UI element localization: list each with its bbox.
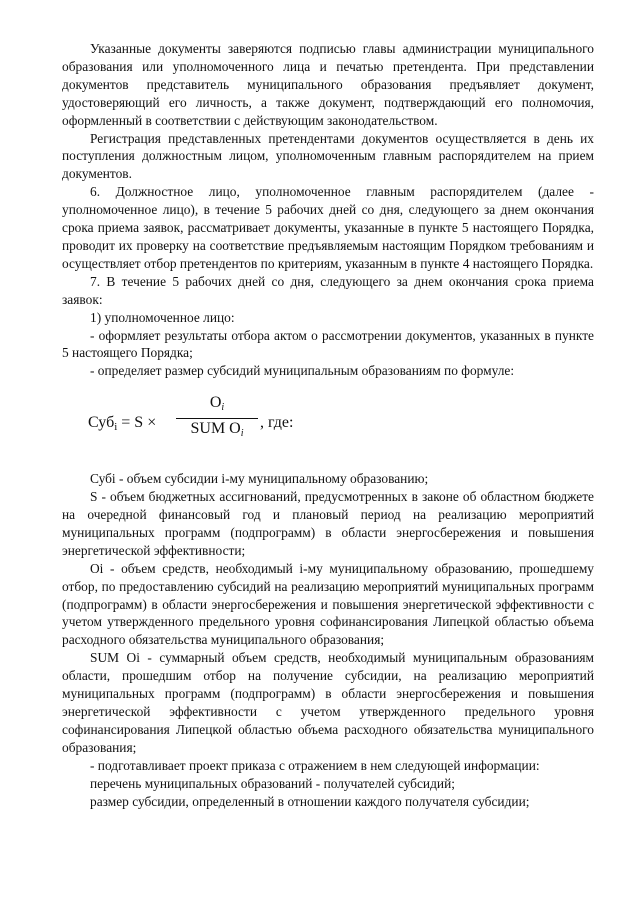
formula-tail: , где: — [260, 414, 294, 432]
paragraph-determines-subsidy: - определяет размер субсидий муниципальным образованиям по формуле: — [90, 363, 515, 379]
paragraph-def-sub-i: Субi - объем субсидии i-му муниципальному образованию; — [90, 471, 429, 487]
paragraph-registration: Регистрация представленных претендентами документов осуществляется в день их поступления должностным лицом, уполномоченным главным распорядителем на прием документов. — [62, 130, 594, 182]
formula-fraction — [176, 394, 258, 443]
paragraph-documents-certified: Указанные документы заверяются подписью главы администрации муниципального образования или уполномоченного лица и печатью претендента. При представлении документов представитель муниципального образования предъявляет документ, удостоверяющий его личность, а также документ, подтверждающий его полномочия, оформленный в соответствии с действующим законодательством. — [62, 41, 594, 128]
paragraph-def-sum-o-i: SUM Oi - суммарный объем средств, необходимый муниципальным образованиям области, прошедшим отбор на получение субсидии, на реализацию мероприятий муниципальных программ (подпрограмм) в области энергосбережения и повышения энергетической эффективности с учетом утвержденного предельного уровня софинансирования Липецкой областью объема расходного обязательства муниципального образования; — [62, 650, 594, 755]
paragraph-item-6: 6. Должностное лицо, уполномоченное главным распорядителем (далее - уполномоченное лицо), в течение 5 рабочих дней со дня, следующего за днем окончания срока приема заявок, рассматривает документы, указанные в пункте 5 настоящего Порядка, проводит их проверку на соответствие предъявляемым настоящим Порядком требованиям и осуществляет отбор претендентов по критериям, указанным в пункте 4 настоящего Порядка. — [62, 184, 594, 271]
paragraph-subitem-1: 1) уполномоченное лицо: — [90, 309, 235, 325]
document-page — [62, 40, 594, 810]
paragraph-subsidy-amount: размер субсидии, определенный в отношении каждого получателя субсидии; — [90, 793, 530, 809]
paragraph-prepares-order: - подготавливает проект приказа с отражением в нем следующей информации: — [90, 757, 540, 773]
paragraph-list-recipients: перечень муниципальных образований - получателей субсидий; — [90, 775, 455, 791]
subsidy-formula — [62, 392, 594, 458]
formula-numerator: Oi — [176, 394, 258, 419]
paragraph-formalizes-results: - оформляет результаты отбора актом о рассмотрении документов, указанных в пункте 5 настоящего Порядка; — [62, 327, 594, 361]
formula-lhs: Суб$_i$ = S × — [88, 414, 157, 434]
paragraph-def-s: S - объем бюджетных ассигнований, предусмотренных в законе об областном бюджете на очередной финансовый год и плановый период на реализацию мероприятий муниципальных программ (подпрограмм) в области энергосбережения и повышения энергетической эффективности; — [62, 489, 594, 558]
paragraph-item-7: 7. В течение 5 рабочих дней со дня, следующего за днем окончания срока приема заявок: — [62, 273, 594, 307]
formula-denominator: SUM Oi — [190, 420, 244, 440]
paragraph-def-o-i: Oi - объем средств, необходимый i-му муниципальному образованию, прошедшему отбор, по предоставлению субсидий на реализацию мероприятий муниципальных программ (подпрограмм) в области энергосбережения и повышения энергетической эффективности с учетом утвержденного предельного уровня софинансирования Липецкой областью объема расходного обязательства муниципального образования; — [62, 560, 594, 648]
